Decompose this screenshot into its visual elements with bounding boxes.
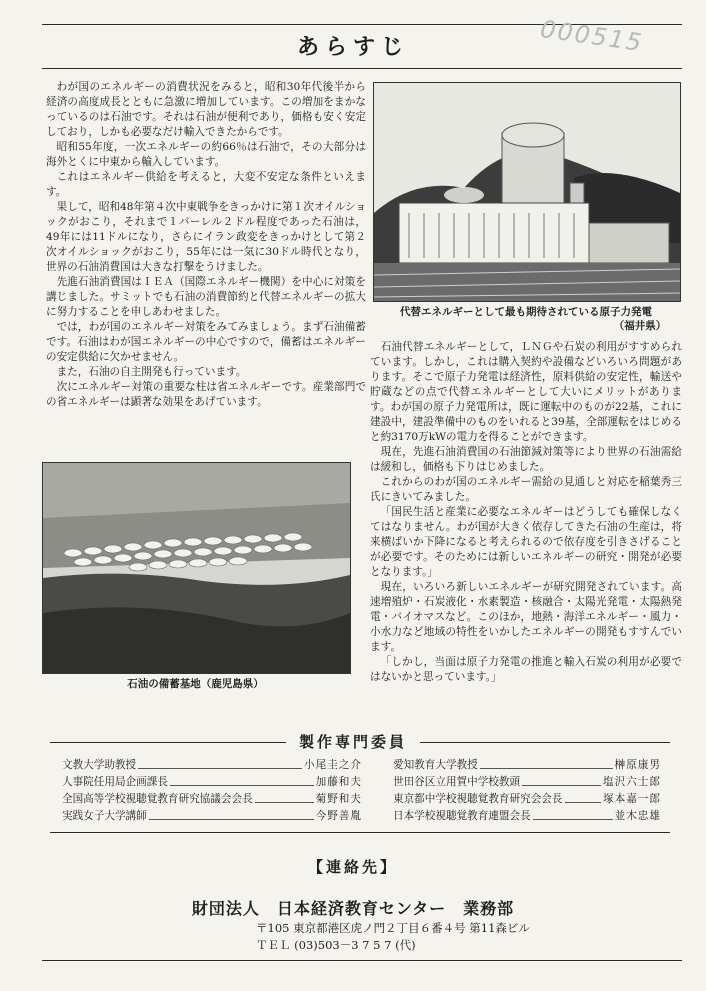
member-affiliation: 文教大学助教授 (62, 759, 137, 771)
oil-photo-caption: 石油の備蓄基地（鹿児島県） (127, 678, 264, 690)
paragraph: 現在，いろいろ新しいエネルギーが研究開発されています。高速増殖炉・石炭液化・水素製造・核融合・太陽光発電・太陽熱発電・バイオマスなど。このほか，地熱・海洋エネルギー・風力・小水力など地域の特性をいかしたエネルギーの開発もすすんでいます。 (370, 581, 682, 653)
member-affiliation: 愛知教育大学教授 (393, 759, 478, 771)
leader-line (533, 808, 613, 820)
member-name: 今野善胤 (315, 810, 362, 822)
oil-storage-photo (42, 462, 351, 674)
leader-line (138, 757, 302, 769)
paragraph: 現在，先進石油消費国の石油節減対策等により世界の石油需給は緩和し，価格も下りはじめました。 (370, 446, 682, 473)
paragraph: わが国のエネルギーの消費状況をみると，昭和30年代後半から経済の高度成長とともに急激に増加しています。この増加をまかなっているのは石油です。それは石油が便利であり，価格も安く安定しており，しかも必要なだけ輸入できたからです。 (46, 81, 366, 138)
paragraph: 果して，昭和48年第４次中東戦争をきっかけに第１次オイルショックがおこり，それまで１バーレル２ドル程度であった石油は，49年には11ドルになり，さらにイラン政変をきっかけとして第２次オイルショックがおこり，55年には一気に30ドル時代となり，世界の石油消費国は大きな打撃をうけました。 (46, 201, 366, 273)
postal-address: 〒105 東京都港区虎ノ門２丁目６番４号 第11森ビル (256, 921, 530, 935)
paragraph: 「しかし，当面は原子力発電の推進と輸入石炭の利用が必要ではないかと思っています。」 (370, 656, 682, 683)
nuclear-plant-photo (373, 82, 681, 302)
page-title: あらすじ (296, 34, 409, 60)
paragraph: では，わが国のエネルギー対策をみてみましょう。まず石油備蓄です。石油はわが国エネルギーの中心ですので，備蓄はエネルギーの安定供給に欠かせません。 (46, 321, 366, 363)
member-affiliation: 東京都中学校視聴覚教育研究会会長 (393, 793, 563, 805)
paragraph: 「国民生活と産業に必要なエネルギーはどうしても確保しなくてはなりません。わが国が大きく依存してきた石油の生産は，将来横ばいか下降になると考えられるので依存度を引きさげることが必要です。そのためには新しいエネルギーの研究・開発が必要となります。」 (370, 506, 682, 578)
right-article-column (370, 340, 682, 685)
member-name: 塚本嘉一郎 (603, 793, 661, 805)
member-affiliation: 日本学校視聴覚教育連盟会長 (393, 810, 531, 822)
committee-member-row (393, 757, 661, 774)
paragraph: 先進石油消費国はＩＥＡ（国際エネルギー機関）を中心に対策を講じました。サミットでも石油の消費節約と代替エネルギーの拡大に努力することを申しあわせました。 (46, 276, 366, 318)
committee-member-row (393, 791, 661, 808)
member-name: 加藤和夫 (315, 776, 362, 788)
committee-member-row (62, 757, 362, 774)
paragraph: 次にエネルギー対策の重要な柱は省エネルギーです。産業部門での省エネルギーは顕著な効果をあげています。 (46, 381, 366, 408)
paragraph: これからのわが国のエネルギー需給の見通しと対応を稲葉秀三氏にきいてみました。 (370, 476, 682, 503)
member-name: 塩沢六士郎 (603, 776, 661, 788)
committee-member-row (62, 791, 362, 808)
leader-line (170, 774, 314, 786)
paragraph: 石油代替エネルギーとして，ＬＮＧや石炭の利用がすすめられています。しかし，これは購入契約や設備などいろいろ問題があります。そこで原子力発電は経済性，原料供給の安定性，輸送や貯蔵などの点で代替エネルギーとして大いにメリットがあります。わが国の原子力発電所は，既に運転中のものが22基，これに建設中，建設準備中のものをいれると39基，全部運転をはじめると約3170万kWの電力を得ることができます。 (370, 341, 682, 443)
member-name: 榊原康男 (614, 759, 661, 771)
committee-title: 製作専門委員 (298, 733, 407, 751)
member-affiliation: 人事院任用局企画課長 (62, 776, 168, 788)
title-rule (42, 68, 682, 69)
leader-line (565, 791, 602, 803)
leader-line (522, 774, 601, 786)
organization-name: 財団法人 日本経済教育センター 業務部 (191, 899, 515, 918)
leader-line (149, 808, 314, 820)
member-name: 並木忠雄 (614, 810, 661, 822)
paragraph: これはエネルギー供給を考えると，大変不安定な条件といえます。 (46, 171, 366, 198)
member-name: 菊野和夫 (315, 793, 362, 805)
left-article-column (46, 80, 366, 410)
member-affiliation: 実践女子大学講師 (62, 810, 147, 822)
member-name: 小尾圭之介 (304, 759, 362, 771)
committee-member-row (62, 808, 362, 825)
nuclear-plant-illustration (374, 83, 680, 301)
committee-bottom-rule (50, 832, 670, 833)
leader-line (255, 791, 314, 803)
contact-heading: 【連絡先】 (307, 858, 398, 876)
page-number-stamp: 000515 (538, 14, 646, 58)
member-affiliation: 世田谷区立用賀中学校教頭 (393, 776, 521, 788)
bottom-rule (42, 960, 682, 961)
oil-storage-illustration (43, 463, 350, 673)
committee-member-row (62, 774, 362, 791)
committee-member-row (393, 808, 661, 825)
telephone: ＴＥＬ (03)503－3 7 5 7 (代) (256, 938, 416, 952)
leader-line (480, 757, 613, 769)
nuclear-photo-place: （福井県） (613, 320, 667, 332)
committee-member-row (393, 774, 661, 791)
nuclear-photo-caption: 代替エネルギーとして最も期待されている原子力発電 (400, 306, 652, 318)
paragraph: 昭和55年度，一次エネルギーの約66％は石油で，その大部分は海外とくに中東から輸入しています。 (46, 141, 366, 168)
paragraph: また，石油の自主開発も行っています。 (56, 366, 247, 378)
member-affiliation: 全国高等学校視聴覚教育研究協議会会長 (62, 793, 253, 805)
